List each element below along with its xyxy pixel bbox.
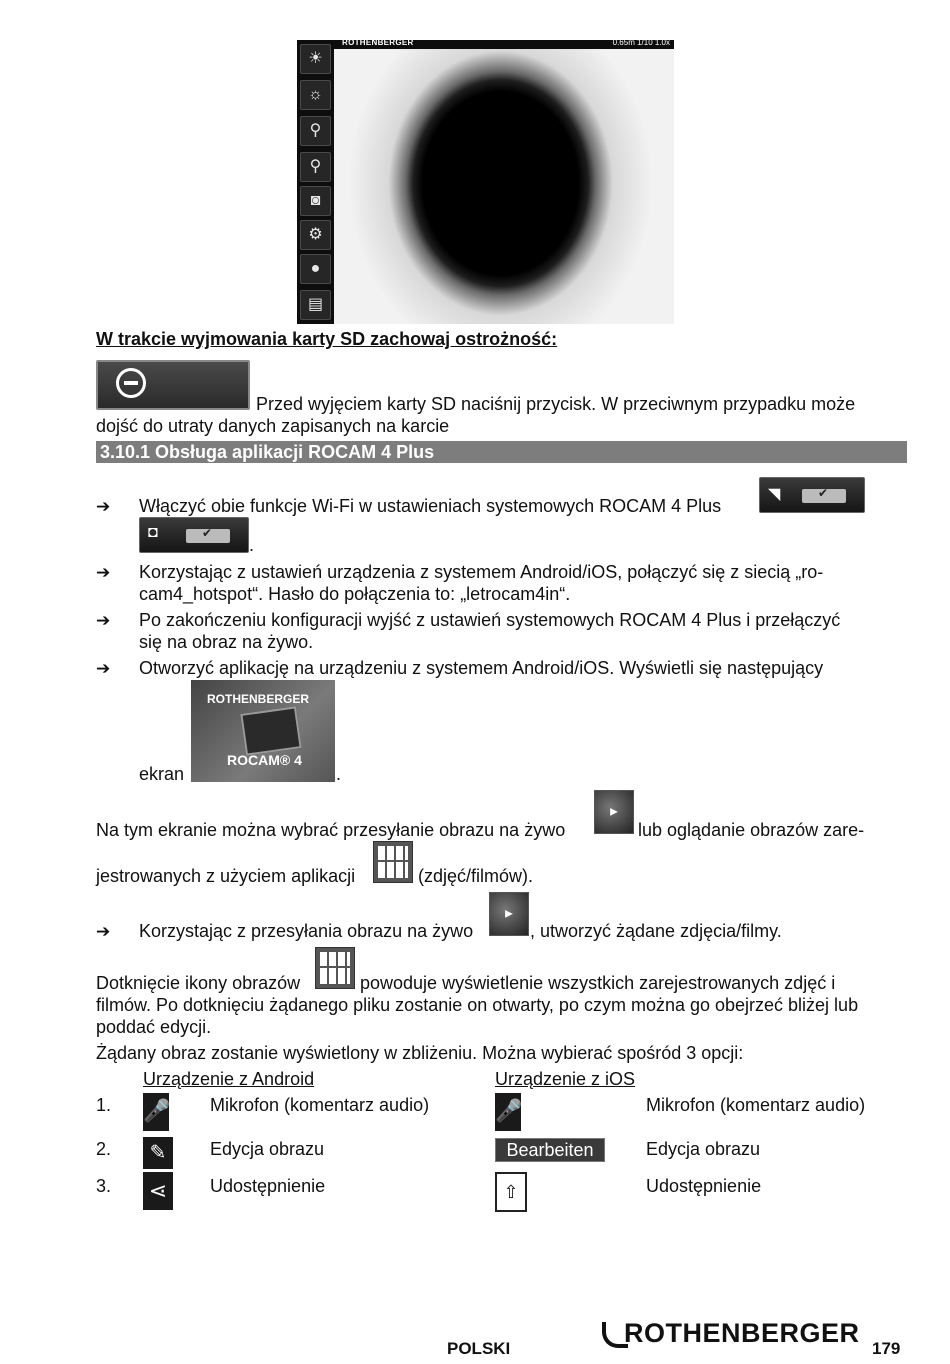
arrow-bullet-icon	[96, 921, 110, 942]
row-1-ios: Mikrofon (komentarz audio)	[646, 1095, 866, 1115]
camera-brand: ROTHENBERGER	[342, 40, 414, 47]
para-2-d: poddać edycji.	[96, 1017, 212, 1037]
video-camera-icon: ◘	[148, 524, 158, 541]
para-3: Żądany obraz zostanie wyświetlony w zbliżeniu. Można wybierać spośród 3 opcji:	[96, 1043, 744, 1063]
zoom-out-icon: ⚲	[300, 152, 331, 182]
page-number: 179	[872, 1339, 901, 1358]
step-2-line-2: cam4_hotspot“. Hasło do połączenia to: „letrocam4in“.	[139, 584, 571, 604]
para-1-b: lub oglądanie obrazów zare-	[638, 820, 865, 840]
light-down-icon: ☼	[300, 80, 331, 110]
table-head-ios: Urządzenie z iOS	[495, 1069, 636, 1089]
row-3-ios: Udostępnienie	[646, 1176, 762, 1196]
wifi-toggle-image	[759, 477, 865, 513]
bearbeiten-button-image: Bearbeiten	[495, 1138, 605, 1162]
para-1-c: jestrowanych z użyciem aplikacji	[96, 866, 356, 886]
app-brand: ROTHENBERGER	[207, 692, 310, 706]
light-up-icon: ☀	[300, 44, 331, 74]
section-title: 3.10.1 Obsługa aplikacji ROCAM 4 Plus	[100, 442, 435, 462]
section-heading-bar	[96, 441, 907, 463]
footer-language: POLSKI	[447, 1339, 511, 1358]
para-1-a: Na tym ekranie można wybrać przesyłanie obrazu na żywo	[96, 820, 566, 840]
share-icon: ⋖	[143, 1172, 173, 1210]
row-2-android: Edycja obrazu	[210, 1139, 325, 1159]
pipe-camera-view	[334, 48, 674, 324]
para-2-b: powoduje wyświetlenie wszystkich zarejestrowanych zdjęć i	[360, 973, 836, 993]
row-3-android: Udostępnienie	[210, 1176, 326, 1196]
camera-status-bar	[334, 40, 674, 49]
arrow-bullet-icon	[96, 658, 110, 679]
row-1-num: 1.	[96, 1095, 112, 1115]
camera-wifi-toggle-image	[139, 517, 249, 553]
record-icon: ●	[300, 254, 331, 284]
table-head-android: Urządzenie z Android	[143, 1069, 315, 1089]
row-2-ios: Edycja obrazu	[646, 1139, 761, 1159]
arrow-bullet-icon	[96, 610, 110, 631]
gallery-icon	[373, 841, 413, 883]
para-1-d: (zdjęć/filmów).	[418, 866, 534, 886]
toggle-on-icon	[186, 529, 230, 543]
pencil-icon: ✎	[143, 1137, 173, 1169]
step-3-line-1: Po zakończeniu konfiguracji wyjść z ustawień systemowych ROCAM 4 Plus i przełączyć	[139, 610, 841, 630]
zoom-in-icon: ⚲	[300, 116, 331, 146]
para-2-c: filmów. Po dotknięciu żądanego pliku zostanie on otwarty, po czym można go obejrzeć bliżej lub	[96, 995, 859, 1015]
footer-logo: ROTHENBERGER	[624, 1318, 860, 1348]
microphone-icon: 🎤	[143, 1093, 169, 1131]
arrow-bullet-icon	[96, 496, 110, 517]
step-1-end: .	[249, 535, 255, 555]
camera-icon: ◙	[300, 186, 331, 216]
warning-heading: W trakcie wyjmowania karty SD zachowaj ostrożność:	[96, 329, 558, 349]
step-1-text: Włączyć obie funkcje Wi-Fi w ustawieniach systemowych ROCAM 4 Plus	[139, 496, 722, 516]
arrow-bullet-icon	[96, 562, 110, 583]
sd-text-1: Przed wyjęciem karty SD naciśnij przycisk. W przeciwnym przypadku może	[256, 394, 856, 414]
step-3-line-2: się na obraz na żywo.	[139, 632, 314, 652]
camera-sidebar	[297, 40, 334, 324]
live-stream-icon	[594, 790, 634, 834]
camera-screenshot	[297, 40, 674, 324]
step-5-a: Korzystając z przesyłania obrazu na żywo	[139, 921, 474, 941]
step-2-line-1: Korzystając z ustawień urządzenia z systemem Android/iOS, połączyć się z siecią „ro-	[139, 562, 824, 582]
microphone-icon: 🎤	[495, 1093, 521, 1131]
app-start-screen-image	[191, 680, 335, 782]
step-4-text: Otworzyć aplikację na urządzeniu z systemem Android/iOS. Wyświetli się następujący	[139, 658, 824, 678]
step-4-ekran: ekran	[139, 764, 185, 784]
step-4-end: .	[336, 764, 342, 784]
live-stream-icon	[489, 892, 529, 936]
para-2-a: Dotknięcie ikony obrazów	[96, 973, 301, 993]
camera-status-text: 0.65m 1/10 1.0x	[612, 40, 670, 47]
gallery-icon	[315, 947, 355, 989]
gallery-icon: ▤	[300, 290, 331, 320]
toggle-on-icon	[802, 489, 846, 503]
sd-text-2: dojść do utraty danych zapisanych na karcie	[96, 416, 450, 436]
app-product-name: ROCAM® 4	[227, 752, 302, 768]
eject-sd-icon	[116, 368, 146, 398]
step-5-b: , utworzyć żądane zdjęcia/filmy.	[530, 921, 782, 941]
row-1-android: Mikrofon (komentarz audio)	[210, 1095, 430, 1115]
device-image	[240, 706, 301, 755]
ios-share-icon: ⇧	[495, 1172, 527, 1212]
wifi-icon: ◥	[768, 486, 781, 503]
sd-eject-button-image	[96, 360, 250, 410]
row-2-num: 2.	[96, 1139, 112, 1159]
row-3-num: 3.	[96, 1176, 112, 1196]
settings-icon: ⚙	[300, 220, 331, 250]
